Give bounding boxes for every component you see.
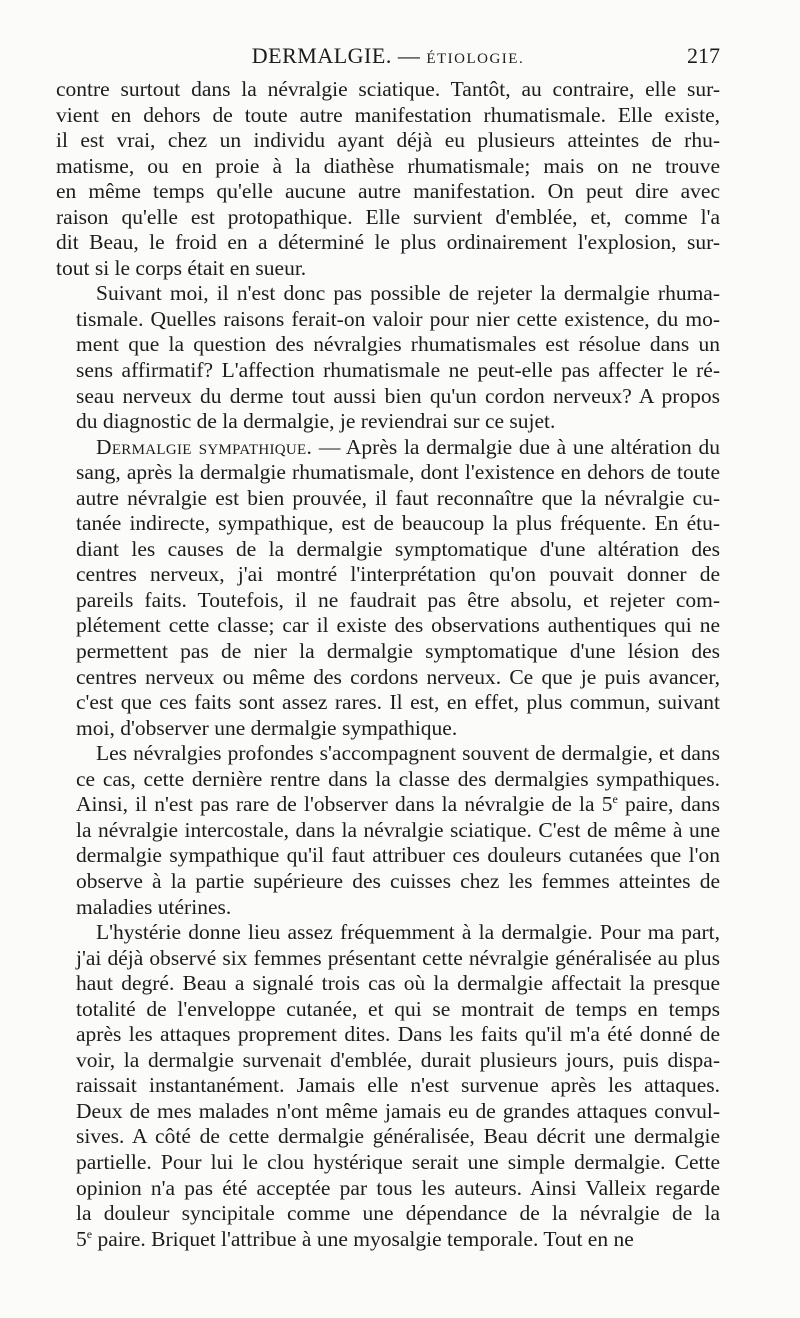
- paragraph: [56, 281, 720, 434]
- paragraph: [56, 920, 720, 1252]
- text-line: opinion n'a pas été acceptée par tous les auteurs. Ainsi Valleix regarde: [76, 1175, 720, 1200]
- running-header: [56, 40, 720, 72]
- text-line: dit Beau, le froid en a déterminé le plus ordinairement l'explosion, sur-: [56, 230, 720, 255]
- text-line: plétement cette classe; car il existe des observations authentiques qui ne: [76, 613, 720, 638]
- text-line: diant les causes de la dermalgie symptomatique d'une altération des: [76, 536, 720, 561]
- text-line: pareils faits. Toutefois, il ne faudrait pas être absolu, et rejeter com-: [76, 587, 720, 612]
- text-line: centres nerveux, j'ai montré l'interprétation qu'on pouvait donner de: [76, 562, 720, 587]
- text-line: autre névralgie est bien prouvée, il faut reconnaître que la névralgie cu-: [76, 485, 720, 510]
- text-line: moi, d'observer une dermalgie sympathique.: [76, 715, 458, 740]
- running-title-sub: ÉTIOLOGIE.: [426, 51, 525, 67]
- text-line: sang, après la dermalgie rhumatismale, dont l'existence en dehors de toute: [76, 460, 720, 485]
- paragraph: [56, 77, 720, 281]
- text-line: tout si le corps était en sueur.: [56, 255, 307, 280]
- text-line: ce cas, cette dernière rentre dans la classe des dermalgies sympathiques.: [76, 766, 720, 791]
- text-line: sives. A côté de cette dermalgie généralisée, Beau décrit une dermalgie: [76, 1124, 720, 1149]
- text-line: contre surtout dans la névralgie sciatique. Tantôt, au contraire, elle sur-: [56, 77, 720, 101]
- text-line: partielle. Pour lui le clou hystérique serait une simple dermalgie. Cette: [76, 1149, 720, 1174]
- text-line: sens affirmatif? L'affection rhumatismale ne peut-elle pas affecter le ré-: [76, 358, 720, 383]
- text-line: Suivant moi, il n'est donc pas possible de rejeter la dermalgie rhuma-: [96, 281, 720, 306]
- section-heading: Dermalgie sympathique.: [96, 434, 313, 459]
- text-line: Dermalgie sympathique. — Après la dermalgie due à une altération du: [96, 434, 720, 459]
- text-line: permettent pas de nier la dermalgie symptomatique d'une lésion des: [76, 639, 720, 664]
- text-line: haut degré. Beau a signalé trois cas où la dermalgie affectait la presque: [76, 971, 720, 996]
- text-line: c'est que ces faits sont assez rares. Il est, en effet, plus commun, suivant: [76, 690, 720, 715]
- text-line: seau nerveux du derme tout aussi bien qu'un cordon nerveux? A propos: [76, 383, 720, 408]
- text-line: matisme, ou en proie à la diathèse rhumatismale; mais on ne trouve: [56, 153, 720, 178]
- paragraph: [56, 741, 720, 920]
- text-line: raissait instantanément. Jamais elle n'est survenue après les attaques.: [76, 1073, 720, 1098]
- paragraph: [56, 435, 720, 742]
- text-line: Ainsi, il n'est pas rare de l'observer dans la névralgie de la 5e paire, dans: [76, 792, 720, 817]
- text-line: Les névralgies profondes s'accompagnent souvent de dermalgie, et dans: [96, 741, 720, 766]
- text-line: raison qu'elle est protopathique. Elle survient d'emblée, et, comme l'a: [56, 204, 720, 229]
- text-line: tanée indirecte, sympathique, est de beaucoup la plus fréquente. En étu-: [76, 511, 720, 536]
- text-line: L'hystérie donne lieu assez fréquemment à la dermalgie. Pour ma part,: [96, 920, 720, 945]
- text-line: totalité de l'enveloppe cutanée, et qui se montrait de temps en temps: [76, 996, 720, 1021]
- text-line: en même temps qu'elle aucune autre manifestation. On peut dire avec: [56, 179, 720, 204]
- text-line: il est vrai, chez un individu ayant déjà eu plusieurs atteintes de rhu-: [56, 128, 720, 153]
- text-line: voir, la dermalgie survenait d'emblée, durait plusieurs jours, puis dispa-: [76, 1047, 720, 1072]
- text-line: la névralgie intercostale, dans la névralgie sciatique. C'est de même à une: [76, 817, 720, 842]
- text-line: tismale. Quelles raisons ferait-on valoir pour nier cette existence, du mo-: [76, 306, 720, 331]
- text-line: j'ai déjà observé six femmes présentant cette névralgie généralisée au plus: [76, 945, 720, 970]
- text-line: dermalgie sympathique qu'il faut attribuer ces douleurs cutanées que l'on: [76, 843, 720, 868]
- text-line: vient en dehors de toute autre manifestation rhumatismale. Elle existe,: [56, 102, 720, 127]
- text-line: ment que la question des névralgies rhumatismales est résolue dans un: [76, 332, 720, 357]
- body-text: [56, 77, 720, 1252]
- text-line: maladies utérines.: [76, 894, 232, 919]
- text-line: après les attaques proprement dites. Dans les faits qu'il m'a été donné de: [76, 1022, 720, 1047]
- text-line: 5e paire. Briquet l'attribue à une myosalgie temporale. Tout en ne: [76, 1226, 634, 1251]
- text-line: centres nerveux ou même des cordons nerveux. Ce que je puis avancer,: [76, 664, 720, 689]
- text-line: Deux de mes malades n'ont même jamais eu de grandes attaques convul-: [76, 1098, 720, 1123]
- text-line: observe à la partie supérieure des cuisses chez les femmes atteintes de: [76, 868, 720, 893]
- text-line: la douleur syncipitale comme une dépendance de la névralgie de la: [76, 1201, 720, 1226]
- text-line: du diagnostic de la dermalgie, je reviendrai sur ce sujet.: [76, 409, 556, 434]
- page-number: 217: [687, 43, 720, 68]
- running-title-main: DERMALGIE. —: [251, 43, 421, 68]
- running-title: [56, 40, 720, 75]
